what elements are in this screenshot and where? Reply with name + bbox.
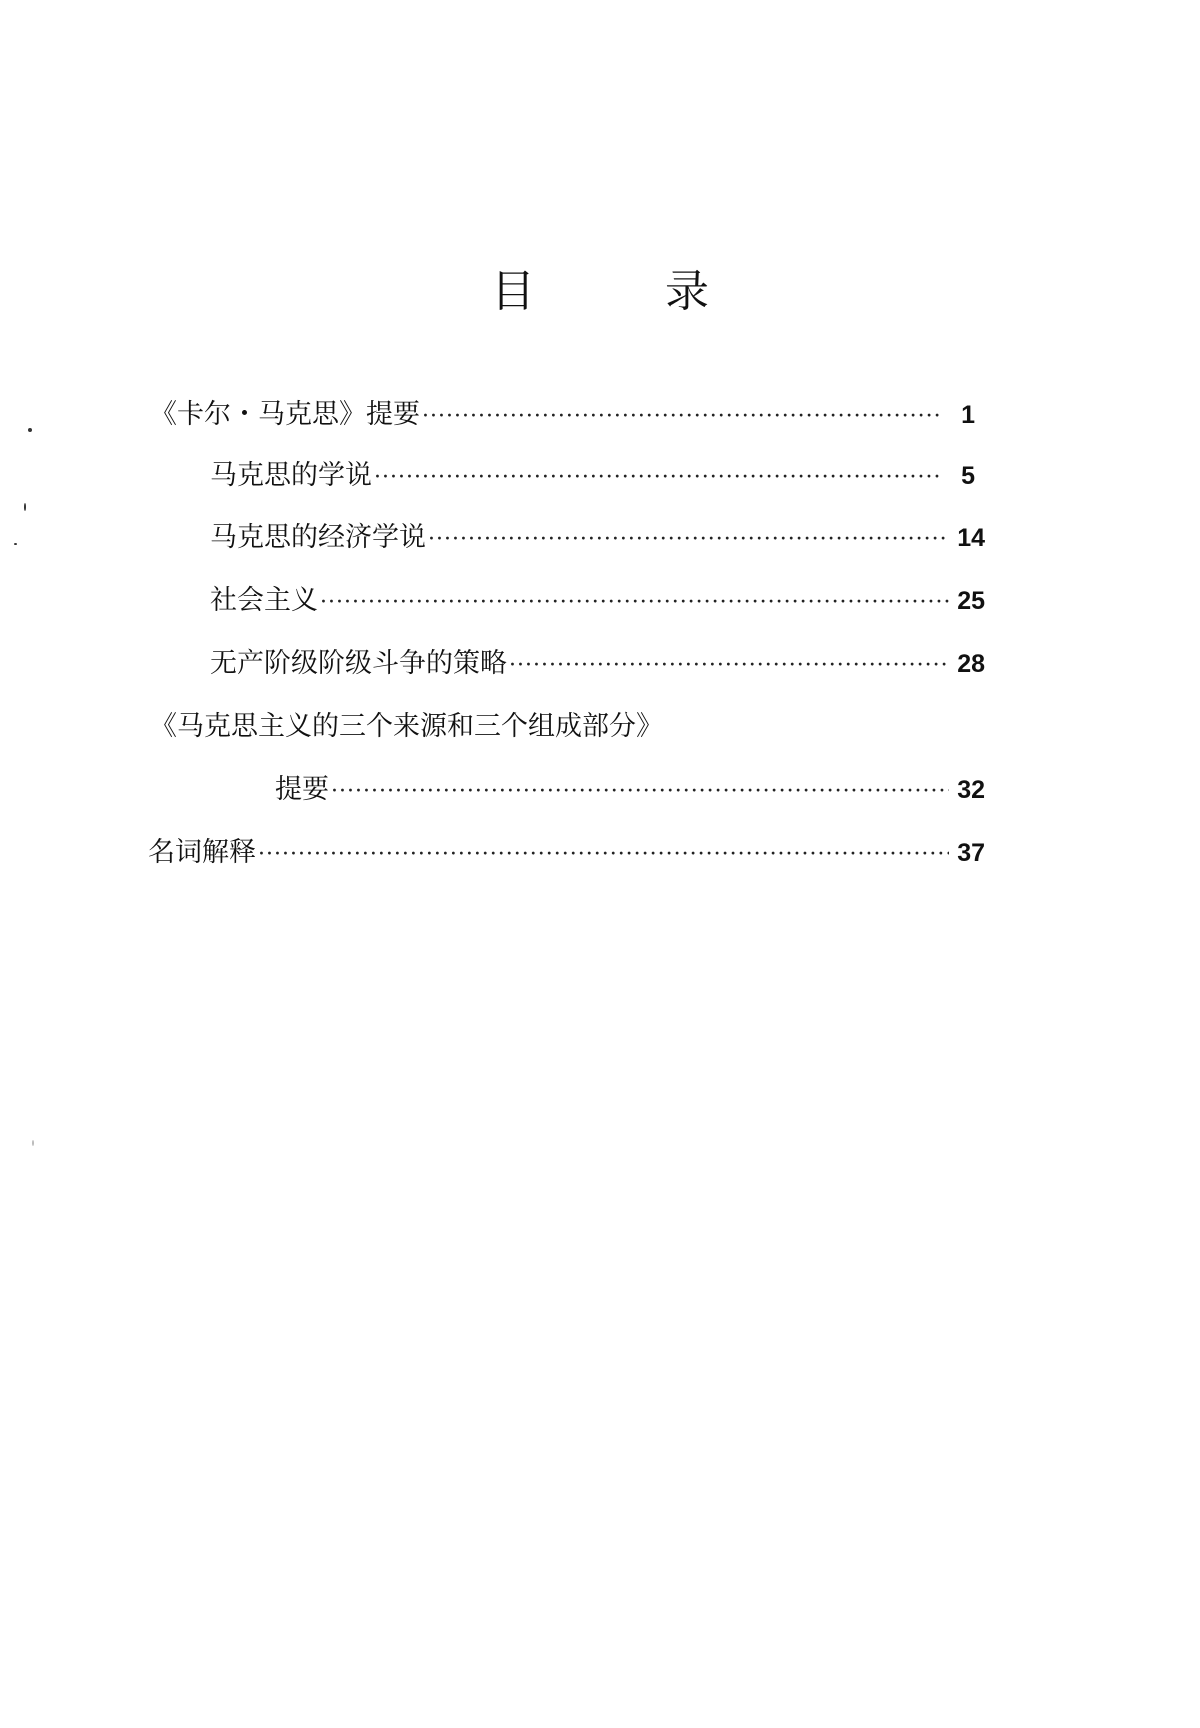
dot-leader xyxy=(331,772,949,812)
toc-entry xyxy=(210,456,975,498)
dot-leader xyxy=(509,646,949,686)
dot-leader xyxy=(258,835,949,875)
toc-entry-label: 马克思的经济学说 xyxy=(210,522,426,553)
toc-entry-page-number: 5 xyxy=(961,462,975,490)
toc-entry xyxy=(210,644,985,686)
toc-entry xyxy=(150,395,975,437)
toc-entry-page-number: 1 xyxy=(961,401,975,429)
toc-entry-page-number: 37 xyxy=(957,839,985,867)
toc-entry xyxy=(210,581,985,623)
dot-leader xyxy=(374,458,939,498)
toc-entry-label: 马克思的学说 xyxy=(210,460,372,491)
dot-leader xyxy=(422,397,939,437)
page-title xyxy=(0,262,1200,322)
toc-entry xyxy=(148,833,985,875)
toc-entry-page-number: 32 xyxy=(957,776,985,804)
scan-speck xyxy=(24,503,26,511)
toc-entry-page-number: 14 xyxy=(957,524,985,552)
title-char-1: 目 xyxy=(491,266,535,317)
toc-entry-label: 社会主义 xyxy=(210,585,318,616)
toc-entry xyxy=(210,518,985,560)
toc-entry-label: 无产阶级阶级斗争的策略 xyxy=(210,648,507,679)
toc-entry-label: 《马克思主义的三个来源和三个组成部分》 xyxy=(150,711,663,742)
toc-entry-label: 提要 xyxy=(275,774,329,805)
toc-entry xyxy=(275,770,985,812)
toc-entry-page-number: 25 xyxy=(957,587,985,615)
toc-entry-label: 名词解释 xyxy=(148,837,256,868)
title-char-2: 录 xyxy=(665,266,709,317)
scan-speck xyxy=(28,428,32,432)
scan-speck xyxy=(32,1140,34,1146)
dot-leader xyxy=(428,520,949,560)
scan-speck xyxy=(14,543,17,545)
dot-leader xyxy=(320,583,949,623)
toc-entry-label: 《卡尔・马克思》提要 xyxy=(150,399,420,430)
toc-entry-page-number: 28 xyxy=(957,650,985,678)
